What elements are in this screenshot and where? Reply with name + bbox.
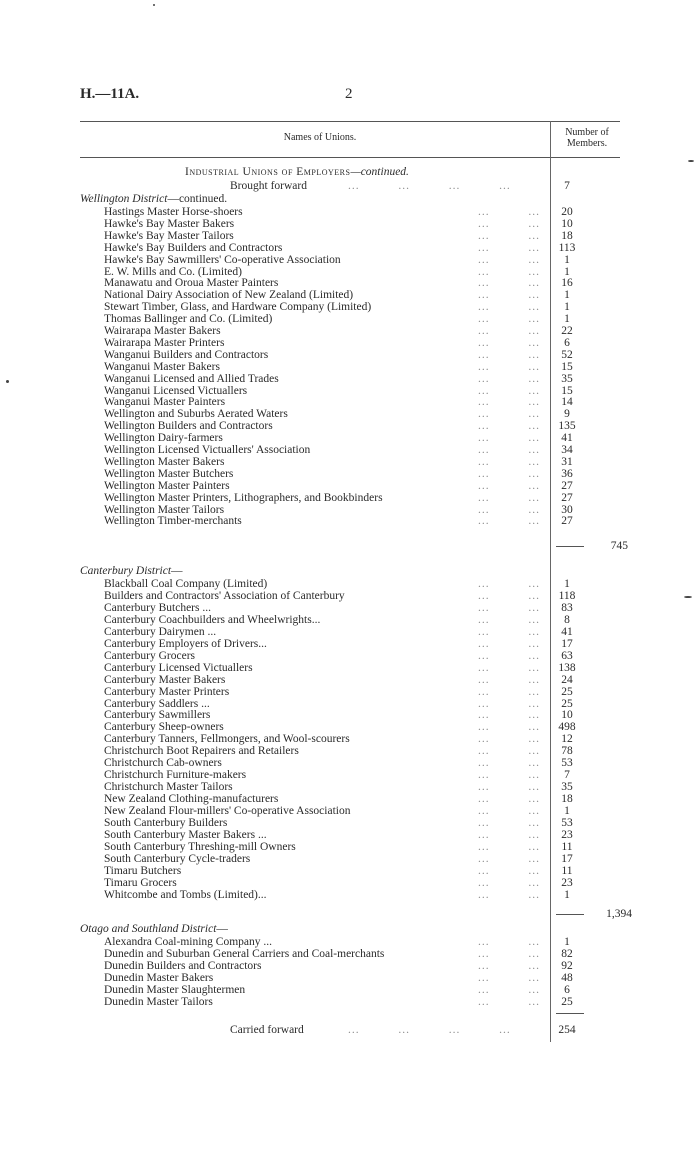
dot-leader: ... ... <box>478 241 540 254</box>
wellington-table-row <box>0 337 700 349</box>
wellington-table-row <box>0 242 700 254</box>
member-count: 27 <box>561 491 573 504</box>
member-count: 27 <box>561 479 573 492</box>
scan-speck <box>153 4 155 6</box>
union-name: Canterbury Grocers <box>104 649 196 662</box>
member-count: 6 <box>564 336 570 349</box>
union-name: Christchurch Boot Repairers and Retailers <box>104 745 299 758</box>
wellington-table-row <box>0 325 700 337</box>
member-count: 41 <box>561 625 573 638</box>
otago-table-row <box>0 948 700 960</box>
dot-leader: ... ... <box>478 745 540 758</box>
union-name: Wanganui Master Painters <box>104 396 226 409</box>
wellington-table-row <box>0 289 700 301</box>
document-reference: H.—11A. <box>80 86 140 102</box>
wellington-table-row <box>0 373 700 385</box>
canterbury-table-row <box>0 853 700 865</box>
otago-table-row <box>0 960 700 972</box>
otago-table-row <box>0 984 700 996</box>
member-count: 34 <box>561 444 573 456</box>
dot-leader: ... ... <box>478 206 540 218</box>
column-header-members-line2: Members. <box>566 138 608 149</box>
canterbury-table-row <box>0 757 700 769</box>
canterbury-table-row <box>0 709 700 721</box>
canterbury-table-row <box>0 698 700 710</box>
member-count: 52 <box>561 348 573 361</box>
member-count: 135 <box>558 420 576 433</box>
member-count: 35 <box>561 781 573 794</box>
member-count: 11 <box>561 864 573 877</box>
carried-forward-row: Carried forward ... ... ... ... 254 <box>0 1024 700 1036</box>
union-name: Wairarapa Master Bakers <box>104 325 221 337</box>
canterbury-table-row <box>0 793 700 805</box>
union-name: Canterbury Employers of Drivers... <box>104 637 267 650</box>
column-header-members <box>554 127 620 149</box>
otago-heading-suffix: — <box>216 923 228 935</box>
wellington-table-row <box>0 254 700 266</box>
member-count: 18 <box>561 793 573 806</box>
carried-forward-label: Carried forward <box>230 1024 304 1036</box>
wellington-table-row <box>0 361 700 373</box>
otago-heading-title: Otago and Southland District <box>80 923 217 935</box>
member-count: 14 <box>561 396 573 409</box>
member-count: 7 <box>564 769 570 782</box>
union-name: Wellington Master Printers, Lithographers, and Bookbinders <box>104 491 383 504</box>
dot-leader: ... ... <box>478 360 540 373</box>
member-count: 6 <box>564 983 570 996</box>
union-name: Whitcombe and Tombs (Limited)... <box>104 888 267 901</box>
union-name: Dunedin Builders and Contractors <box>104 959 262 972</box>
union-name: Canterbury Tanners, Fellmongers, and Wool-scourers <box>104 733 350 746</box>
dot-leader: ... ... <box>478 793 540 806</box>
dot-leader: ... ... <box>478 828 540 841</box>
wellington-table-row <box>0 301 700 313</box>
member-count: 18 <box>561 229 573 242</box>
dot-leader: ... ... <box>478 876 540 889</box>
canterbury-table-row <box>0 817 700 829</box>
dot-leader: ... ... <box>478 721 540 734</box>
member-count: 78 <box>561 745 573 758</box>
brought-forward-label: Brought forward <box>230 180 307 192</box>
canterbury-table-row <box>0 841 700 853</box>
member-count: 25 <box>561 697 573 710</box>
dot-leader: ... ... <box>478 805 540 818</box>
union-name: Wairarapa Master Printers <box>104 336 225 349</box>
union-name: Christchurch Cab-owners <box>104 757 222 770</box>
canterbury-table-row <box>0 686 700 698</box>
union-name: Wellington Master Painters <box>104 479 230 492</box>
dot-leader: ... ... <box>478 709 540 722</box>
wellington-heading-title: Wellington District <box>80 193 168 205</box>
union-name: Canterbury Master Printers <box>104 685 230 698</box>
union-name: Canterbury Licensed Victuallers <box>104 661 253 674</box>
member-count: 118 <box>558 589 576 602</box>
wellington-table-row <box>0 480 700 492</box>
union-name: Hawke's Bay Sawmillers' Co-operative Association <box>104 253 341 266</box>
union-name: Wellington Dairy-farmers <box>104 432 223 445</box>
union-name: Canterbury Master Bakers <box>104 673 226 686</box>
union-name: Dunedin Master Slaughtermen <box>104 983 246 996</box>
member-count: 24 <box>561 673 573 686</box>
union-name: Blackball Coal Company (Limited) <box>104 578 268 590</box>
dot-leader: ... ... <box>478 515 540 528</box>
member-count: 36 <box>561 467 573 480</box>
union-name: Canterbury Sawmillers <box>104 709 211 722</box>
dot-leader: ... ... <box>478 947 540 960</box>
union-name: Alexandra Coal-mining Company ... <box>104 936 272 948</box>
member-count: 53 <box>561 817 573 829</box>
canterbury-table-row <box>0 650 700 662</box>
member-count: 17 <box>561 637 573 650</box>
union-name: South Canterbury Master Bakers ... <box>104 828 267 841</box>
canterbury-table-row <box>0 674 700 686</box>
union-name: South Canterbury Threshing-mill Owners <box>104 840 296 853</box>
wellington-table-row <box>0 206 700 218</box>
dot-leader: ... ... <box>478 348 540 361</box>
member-count: 20 <box>561 206 573 218</box>
scan-speck <box>684 596 692 598</box>
section-title <box>0 166 700 178</box>
wellington-table-row <box>0 492 700 504</box>
wellington-table-row <box>0 396 700 408</box>
union-name: Wellington Master Tailors <box>104 503 225 516</box>
dot-leader: ... ... <box>478 578 540 590</box>
member-count: 1 <box>564 578 570 590</box>
canterbury-table-row <box>0 745 700 757</box>
canterbury-total-row <box>0 908 700 920</box>
union-name: E. W. Mills and Co. (Limited) <box>104 265 242 278</box>
member-count: 92 <box>561 959 573 972</box>
canterbury-table-row <box>0 877 700 889</box>
union-name: Wellington Timber-merchants <box>104 515 242 528</box>
union-name: Thomas Ballinger and Co. (Limited) <box>104 313 273 326</box>
dot-leader: ... ... <box>478 491 540 504</box>
wellington-table-row <box>0 504 700 516</box>
canterbury-table-row <box>0 590 700 602</box>
otago-table-row <box>0 972 700 984</box>
member-count: 498 <box>558 721 576 734</box>
canterbury-table-row <box>0 721 700 733</box>
dot-leader: ... ... <box>478 372 540 385</box>
otago-subtotal-rule <box>556 1013 584 1014</box>
wellington-table-row <box>0 444 700 456</box>
union-name: Canterbury Sheep-owners <box>104 721 224 734</box>
member-count: 35 <box>561 372 573 385</box>
dot-leader: ... ... <box>478 289 540 302</box>
wellington-heading-suffix: —continued. <box>167 193 228 205</box>
carried-forward-value: 254 <box>558 1024 576 1036</box>
dot-leader: ... ... <box>478 384 540 397</box>
otago-heading <box>0 923 700 935</box>
dot-leader: ... ... <box>478 467 540 480</box>
wellington-total-row <box>0 540 700 552</box>
dot-leader: ... ... <box>478 971 540 984</box>
wellington-table-row <box>0 230 700 242</box>
member-count: 25 <box>561 685 573 698</box>
member-count: 82 <box>561 947 573 960</box>
member-count: 11 <box>561 840 573 853</box>
dot-leader: ... ... <box>478 217 540 230</box>
canterbury-table-row <box>0 638 700 650</box>
dot-leader: ... ... <box>478 769 540 782</box>
canterbury-table-row <box>0 626 700 638</box>
union-name: Wellington Master Bakers <box>104 455 225 468</box>
union-name: Wanganui Licensed and Allied Trades <box>104 372 279 385</box>
wellington-table-row <box>0 420 700 432</box>
member-count: 138 <box>558 661 576 674</box>
union-name: Wanganui Builders and Contractors <box>104 348 269 361</box>
union-name: South Canterbury Cycle-traders <box>104 852 251 865</box>
union-name: Hastings Master Horse-shoers <box>104 206 243 218</box>
dot-leader: ... ... <box>478 840 540 853</box>
member-count: 31 <box>561 455 573 468</box>
member-count: 10 <box>561 217 573 230</box>
union-name: Timaru Butchers <box>104 864 182 877</box>
brought-forward-value: 7 <box>564 180 570 192</box>
dot-leader: ... ... <box>478 817 540 829</box>
member-count: 83 <box>561 601 573 614</box>
dot-leader: ... ... <box>478 253 540 266</box>
union-name: Canterbury Dairymen ... <box>104 625 217 638</box>
brought-forward-row: Brought forward ... ... ... ... 7 <box>0 180 700 192</box>
union-name: Wanganui Master Bakers <box>104 360 220 373</box>
member-count: 23 <box>561 876 573 889</box>
wellington-table-row <box>0 349 700 361</box>
wellington-table-row <box>0 456 700 468</box>
union-name: Timaru Grocers <box>104 876 177 889</box>
union-name: Canterbury Saddlers ... <box>104 697 210 710</box>
canterbury-table-row <box>0 733 700 745</box>
union-name: Hawke's Bay Master Tailors <box>104 229 234 242</box>
canterbury-table-row <box>0 805 700 817</box>
member-count: 1 <box>564 265 570 278</box>
member-count: 113 <box>558 241 576 254</box>
wellington-table-row <box>0 515 700 527</box>
table-top-rule <box>80 121 620 122</box>
dot-leader: ... ... <box>478 601 540 614</box>
canterbury-table-row <box>0 829 700 841</box>
section-title-main: Industrial Unions of Employers <box>185 166 351 178</box>
canterbury-table-row <box>0 578 700 590</box>
canterbury-table-row <box>0 865 700 877</box>
union-name: Builders and Contractors' Association of Canterbury <box>104 589 345 602</box>
member-count: 15 <box>561 360 573 373</box>
union-name: Wellington Builders and Contractors <box>104 420 273 433</box>
dot-leader: ... ... <box>478 959 540 972</box>
dot-leader: ... ... <box>478 432 540 445</box>
union-name: Manawatu and Oroua Master Painters <box>104 277 279 290</box>
member-count: 22 <box>561 325 573 337</box>
section-title-suffix: —continued. <box>350 166 409 178</box>
canterbury-table-row <box>0 662 700 674</box>
member-count: 1 <box>564 253 570 266</box>
canterbury-table-row <box>0 781 700 793</box>
dot-leader: ... ... <box>478 936 540 948</box>
member-count: 17 <box>561 852 573 865</box>
union-name: Wellington and Suburbs Aerated Waters <box>104 408 288 421</box>
wellington-table-row <box>0 266 700 278</box>
union-name: South Canterbury Builders <box>104 817 228 829</box>
union-name: Hawke's Bay Master Bakers <box>104 217 235 230</box>
member-count: 1 <box>564 936 570 948</box>
canterbury-heading-suffix: — <box>171 565 183 577</box>
scan-speck <box>688 160 694 162</box>
dot-leader: ... ... <box>478 455 540 468</box>
otago-table-row <box>0 996 700 1008</box>
union-name: Dunedin Master Tailors <box>104 995 213 1008</box>
dot-leader: ... ... <box>478 685 540 698</box>
member-count: 27 <box>561 515 573 528</box>
union-name: Canterbury Butchers ... <box>104 601 211 614</box>
canterbury-heading-title: Canterbury District <box>80 565 172 577</box>
union-name: Stewart Timber, Glass, and Hardware Company (Limited) <box>104 301 372 314</box>
dot-leader: ... ... <box>478 503 540 516</box>
dot-leader: ... ... <box>478 408 540 421</box>
column-header-members-line1: Number of <box>565 127 609 138</box>
dot-leader: ... ... <box>478 983 540 996</box>
member-count: 12 <box>561 733 573 746</box>
dot-leader: ... ... <box>478 888 540 901</box>
union-name: Hawke's Bay Builders and Contractors <box>104 241 283 254</box>
union-name: New Zealand Flour-millers' Co-operative Association <box>104 805 351 818</box>
dot-leader: ... ... <box>478 265 540 278</box>
dot-leader: ... ... <box>478 479 540 492</box>
dot-leader: ... ... <box>478 697 540 710</box>
member-count: 16 <box>561 277 573 290</box>
column-header-names: Names of Unions. <box>283 132 357 143</box>
member-count: 1 <box>564 289 570 302</box>
dot-leader: ... ... <box>478 229 540 242</box>
table-header-rule <box>80 157 620 158</box>
dot-leader: ... ... <box>478 420 540 433</box>
dot-leader: ... ... <box>478 757 540 770</box>
union-name: National Dairy Association of New Zealand (Limited) <box>104 289 354 302</box>
dot-leader: ... ... <box>478 313 540 326</box>
union-name: Christchurch Furniture-makers <box>104 769 247 782</box>
union-name: Wanganui Licensed Victuallers <box>104 384 248 397</box>
union-name: Dunedin Master Bakers <box>104 971 214 984</box>
wellington-heading <box>0 193 700 205</box>
member-count: 48 <box>561 971 573 984</box>
member-count: 15 <box>561 384 573 397</box>
canterbury-table-row <box>0 602 700 614</box>
wellington-table-row <box>0 408 700 420</box>
union-name: Dunedin and Suburban General Carriers and Coal-merchants <box>104 947 385 960</box>
dot-leader: ... ... <box>478 613 540 626</box>
member-count: 30 <box>561 503 573 516</box>
dot-leader: ... ... <box>478 625 540 638</box>
dot-leader: ... ... <box>478 733 540 746</box>
member-count: 8 <box>564 613 570 626</box>
scan-speck <box>6 380 9 383</box>
member-count: 1 <box>564 888 570 901</box>
union-name: New Zealand Clothing-manufacturers <box>104 793 279 806</box>
dot-leader: ... ... <box>478 336 540 349</box>
dot-leader: ... ... <box>478 301 540 314</box>
wellington-table-row <box>0 432 700 444</box>
union-name: Christchurch Master Tailors <box>104 781 233 794</box>
canterbury-heading <box>0 565 700 577</box>
page-number: 2 <box>345 86 353 102</box>
dot-leader: ... ... <box>478 277 540 290</box>
dot-leader: ... ... <box>478 781 540 794</box>
canterbury-total: 1,394 <box>606 908 632 920</box>
wellington-total: 745 <box>610 540 628 552</box>
wellington-table-row <box>0 313 700 325</box>
member-count: 1 <box>564 313 570 326</box>
member-count: 10 <box>561 709 573 722</box>
dot-leader: ... ... <box>478 649 540 662</box>
union-name: Wellington Master Butchers <box>104 467 234 480</box>
wellington-table-row <box>0 468 700 480</box>
dot-leader: ... ... <box>478 673 540 686</box>
dot-leader: ... ... <box>478 995 540 1008</box>
member-count: 9 <box>564 408 570 421</box>
dot-leader: ... ... <box>478 444 540 456</box>
dot-leader: ... ... <box>478 864 540 877</box>
wellington-table-row <box>0 277 700 289</box>
member-count: 1 <box>564 805 570 818</box>
member-count: 25 <box>561 995 573 1008</box>
canterbury-table-row <box>0 889 700 901</box>
canterbury-table-row <box>0 614 700 626</box>
dot-leader: ... ... <box>478 852 540 865</box>
otago-table-row <box>0 936 700 948</box>
member-count: 41 <box>561 432 573 445</box>
wellington-table-row <box>0 218 700 230</box>
wellington-table-row <box>0 385 700 397</box>
dot-leader: ... ... <box>478 396 540 409</box>
union-name: Canterbury Coachbuilders and Wheelwrights... <box>104 613 321 626</box>
dot-leader: ... ... <box>478 637 540 650</box>
member-count: 53 <box>561 757 573 770</box>
dot-leader: ... ... <box>478 589 540 602</box>
dot-leader: ... ... <box>478 325 540 337</box>
union-name: Wellington Licensed Victuallers' Association <box>104 444 311 456</box>
member-count: 23 <box>561 828 573 841</box>
dot-leader: ... ... <box>478 661 540 674</box>
member-count: 63 <box>561 649 573 662</box>
canterbury-table-row <box>0 769 700 781</box>
member-count: 1 <box>564 301 570 314</box>
